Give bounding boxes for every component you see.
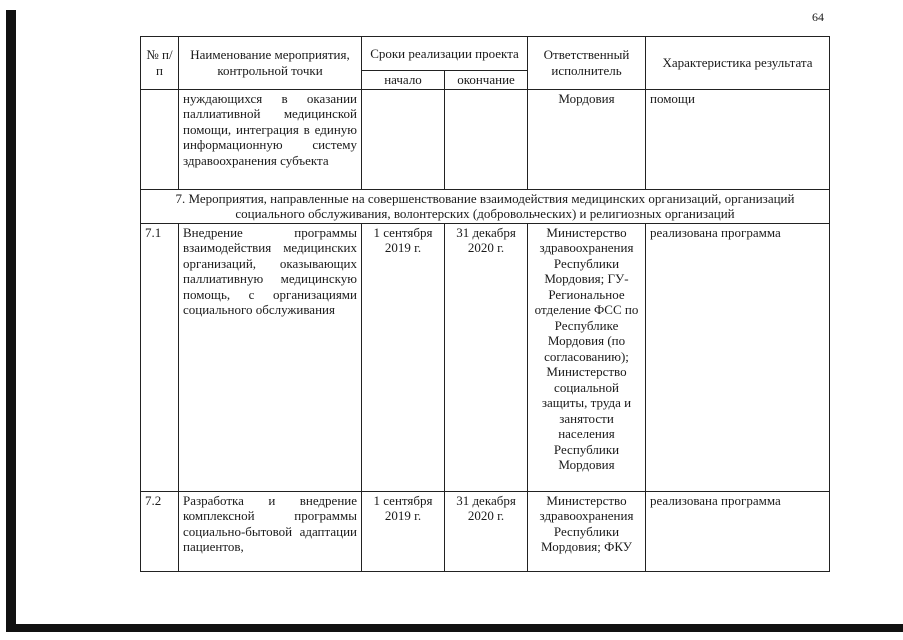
cell-start <box>362 89 445 189</box>
cell-num: 7.1 <box>141 223 179 491</box>
header-result: Характеристика результата <box>646 37 830 90</box>
cell-result: реализована программа <box>646 223 830 491</box>
cell-start: 1 сентября 2019 г. <box>362 491 445 571</box>
cell-result: реализована программа <box>646 491 830 571</box>
cell-name: Внедрение программы взаимодействия медицинских организаций, оказывающих паллиативную медицинскую помощь, с организациями социального обслуживания <box>179 223 362 491</box>
header-start: начало <box>362 71 445 90</box>
cell-num <box>141 89 179 189</box>
scan-border-left <box>6 10 16 632</box>
cell-end <box>445 89 528 189</box>
table-row <box>141 491 830 571</box>
page-number: 64 <box>812 10 824 24</box>
table-row <box>141 223 830 491</box>
section-7-title: 7. Мероприятия, направленные на совершенствование взаимодействия медицинских организаций, организаций социального обслуживания, волонтерских (добровольческих) и религиозных организаций <box>141 189 830 223</box>
cell-start: 1 сентября 2019 г. <box>362 223 445 491</box>
header-row <box>141 37 830 71</box>
header-responsible: Ответственный исполнитель <box>528 37 646 90</box>
cell-end: 31 декабря 2020 г. <box>445 223 528 491</box>
scan-border-bottom <box>6 624 903 632</box>
cell-num: 7.2 <box>141 491 179 571</box>
cell-responsible: Мордовия <box>528 89 646 189</box>
header-num: № п/п <box>141 37 179 90</box>
table-row-continuation <box>141 89 830 189</box>
header-end: окончание <box>445 71 528 90</box>
header-terms: Сроки реализации проекта <box>362 37 528 71</box>
cell-name: нуждающихся в оказании паллиативной медицинской помощи, интеграция в единую информационную систему здравоохранения субъекта <box>179 89 362 189</box>
cell-responsible: Министерство здравоохранения Республики Мордовия; ФКУ <box>528 491 646 571</box>
plan-table <box>140 36 830 572</box>
cell-result: помощи <box>646 89 830 189</box>
cell-responsible: Министерство здравоохранения Республики Мордовия; ГУ-Региональное отделение ФСС по Республике Мордовия (по согласованию); Министерство социальной защиты, труда и занятости населения Республики Мордовия <box>528 223 646 491</box>
cell-end: 31 декабря 2020 г. <box>445 491 528 571</box>
cell-name: Разработка и внедрение комплексной программы социально-бытовой адаптации пациентов, <box>179 491 362 571</box>
section-row <box>141 189 830 223</box>
header-name: Наименование мероприятия, контрольной точки <box>179 37 362 90</box>
